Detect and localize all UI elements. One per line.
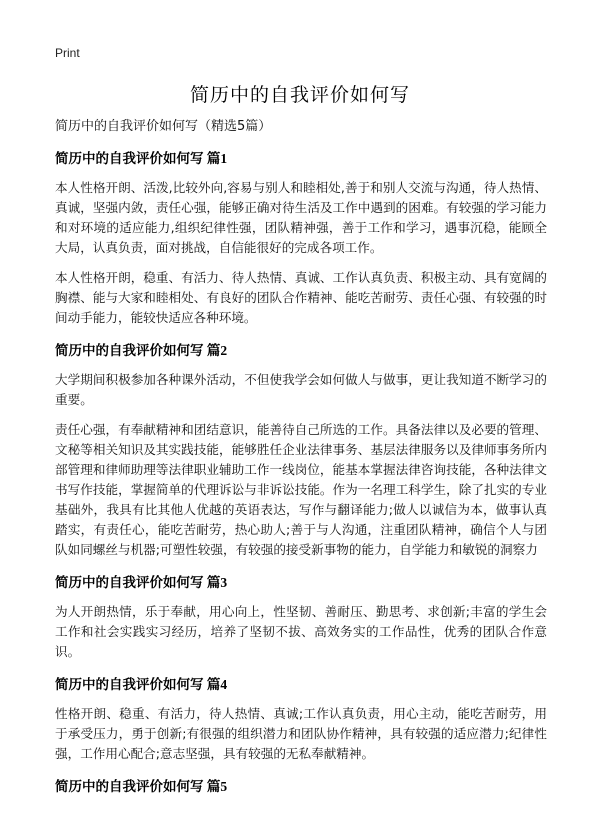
section-paragraph: 为人开朗热情，乐于奉献，用心向上，性坚韧、善耐压、勤思考、求创新;丰富的学生会工作和社会实践实习经历，培养了坚韧不拔、高效务实的工作品性，优秀的团队合作意识。 [55, 604, 547, 659]
section-heading: 简历中的自我评价如何写 篇1 [55, 151, 228, 166]
print-label[interactable]: Print [55, 46, 80, 60]
page-title: 简历中的自我评价如何写 [189, 84, 410, 106]
section-heading: 简历中的自我评价如何写 篇5 [55, 779, 228, 794]
section-heading: 简历中的自我评价如何写 篇3 [55, 575, 228, 590]
section-paragraph: 大学期间积极参加各种课外活动，不但使我学会如何做人与做事，更让我知道不断学习的重要。 [55, 372, 547, 407]
section-paragraph: 本人性格开朗，稳重、有活力、待人热情、真诚、工作认真负责、积极主动、具有宽阔的胸襟、能与大家和睦相处、有良好的团队合作精神、能吃苦耐劳、责任心强、有较强的时间动手能力，能较快适应各种环境。 [55, 270, 547, 325]
section-4 [55, 676, 547, 764]
article-subtitle: 简历中的自我评价如何写（精选5篇） [55, 119, 272, 134]
section-paragraph: 本人性格开朗、活泼,比较外向,容易与别人和睦相处,善于和别人交流与沟通，待人热情、真诚，坚强内敛，责任心强，能够正确对待生活及工作中遇到的困难。有较强的学习能力和对环境的适应能力,组织纪律性强，团队精神强，善于工作和学习，遇事沉稳，能顾全大局，认真负责，面对挑战，自信能很好的完成各项工作。 [55, 180, 547, 255]
section-paragraph: 性格开朗、稳重、有活力，待人热情、真诚;工作认真负责，用心主动，能吃苦耐劳，用于承受压力，勇于创新;有很强的组织潜力和团队协作精神，具有较强的适应潜力;纪律性强，工作用心配合;意志坚强，具有较强的无私奉献精神。 [55, 706, 547, 761]
section-5 [55, 778, 547, 796]
section-2 [55, 342, 547, 560]
article-body [55, 118, 547, 806]
section-heading: 简历中的自我评价如何写 篇4 [55, 677, 228, 692]
section-heading: 简历中的自我评价如何写 篇2 [55, 343, 228, 358]
section-paragraph: 责任心强，有奉献精神和团结意识，能善待自己所选的工作。具备法律以及必要的管理、文秘等相关知识及其实践技能，能够胜任企业法律事务、基层法律服务以及律师事务所内部管理和律师助理等法律职业辅助工作一线岗位，能基本掌握法律咨询技能，各种法律文书写作技能，掌握简单的代理诉讼与非诉讼技能。作为一名理工科学生，除了扎实的专业基础外，我具有比其他人优越的英语表达，写作与翻译能力;做人以诚信为本，做事认真踏实，有责任心，能吃苦耐劳，热心助人;善于与人沟通，注重团队精神，确信个人与团队如同螺丝与机器;可塑性较强，有较强的接受新事物的能力，自学能力和敏锐的洞察力 [55, 422, 547, 557]
section-1 [55, 150, 547, 328]
section-3 [55, 574, 547, 662]
